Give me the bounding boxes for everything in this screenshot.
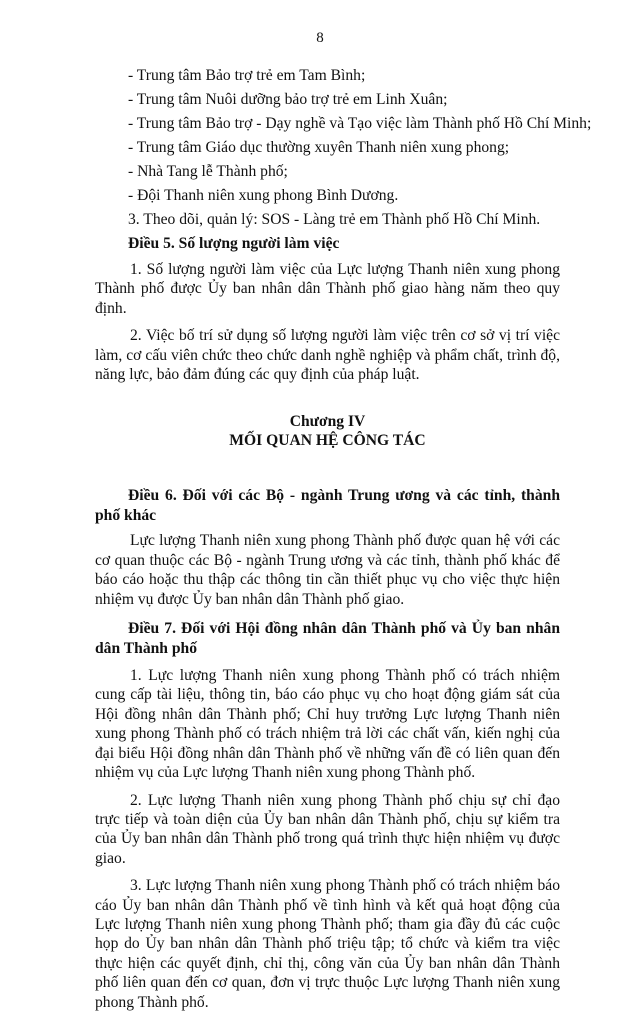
article-7-paragraph-1: 1. Lực lượng Thanh niên xung phong Thành phố có trách nhiệm cung cấp tài liệu, thông tin, báo cáo phục vụ cho hoạt động giám sát của Hội đồng nhân dân Thành phố; Chỉ huy trưởng Lực lượng Thanh niên xung phong Thành phố có trách nhiệm trả lời các chất vấn, kiến nghị của đại biểu Hội đồng nhân dân Thành phố về những vấn đề có liên quan đến nhiệm vụ của Lực lượng Thanh niên xung phong Thành phố. — [95, 667, 560, 782]
chapter-number: Chương IV — [289, 413, 366, 431]
list-item: - Trung tâm Nuôi dưỡng bảo trợ trẻ em Linh Xuân; — [128, 91, 448, 108]
article-5-paragraph-1: 1. Số lượng người làm việc của Lực lượng Thanh niên xung phong Thành phố được Ủy ban nhân dân Thành phố giao hàng năm theo quy định. — [95, 261, 560, 317]
list-item: - Đội Thanh niên xung phong Bình Dương. — [128, 187, 399, 204]
article-5-paragraph-2: 2. Việc bố trí sử dụng số lượng người làm việc trên cơ sở vị trí việc làm, cơ cấu viên chức theo chức danh nghề nghiệp và phẩm chất, trình độ, năng lực, bảo đảm đúng các quy định của pháp luật. — [95, 327, 560, 384]
article-6-paragraph-1: Lực lượng Thanh niên xung phong Thành phố được quan hệ với các cơ quan thuộc các Bộ - ngành Trung ương và các tỉnh, thành phố khác để báo cáo hoặc thu thập các thông tin cần thiết phục vụ cho việc thực hiện nhiệm vụ được Ủy ban nhân dân Thành phố giao. — [95, 532, 560, 608]
list-item: - Nhà Tang lễ Thành phố; — [128, 163, 288, 180]
list-item: - Trung tâm Bảo trợ - Dạy nghề và Tạo việc làm Thành phố Hồ Chí Minh; — [128, 115, 592, 132]
list-item: - Trung tâm Bảo trợ trẻ em Tam Bình; — [128, 67, 366, 84]
article-7-heading: Điều 7. Đối với Hội đồng nhân dân Thành phố và Ủy ban nhân dân Thành phố — [95, 620, 560, 657]
article-5-heading: Điều 5. Số lượng người làm việc — [128, 235, 340, 252]
article-6-heading: Điều 6. Đối với các Bộ - ngành Trung ương và các tỉnh, thành phố khác — [95, 487, 560, 524]
article-7-paragraph-2: 2. Lực lượng Thanh niên xung phong Thành phố chịu sự chỉ đạo trực tiếp và toàn diện của Ủy ban nhân dân Thành phố, chịu sự kiểm tra của Ủy ban nhân dân Thành phố trong quá trình thực hiện nhiệm vụ được giao. — [95, 791, 560, 867]
page-number: 8 — [316, 30, 324, 46]
list-item: - Trung tâm Giáo dục thường xuyên Thanh niên xung phong; — [128, 139, 510, 156]
chapter-title: MỐI QUAN HỆ CÔNG TÁC — [229, 432, 426, 450]
document-body — [95, 64, 592, 1012]
article-7-paragraph-3: 3. Lực lượng Thanh niên xung phong Thành phố có trách nhiệm báo cáo Ủy ban nhân dân Thành phố về tình hình và kết quả hoạt động của Lực lượng Thanh niên xung phong Thành phố; tham gia đầy đủ các cuộc họp do Ủy ban nhân dân Thành phố triệu tập; tổ chức và kiểm tra việc thực hiện các quyết định, chỉ thị, công văn của Ủy ban nhân dân Thành phố liên quan đến cơ quan, đơn vị trực thuộc Lực lượng Thanh niên xung phong Thành phố. — [95, 877, 560, 1011]
item-3: 3. Theo dõi, quản lý: SOS - Làng trẻ em Thành phố Hồ Chí Minh. — [128, 211, 541, 228]
